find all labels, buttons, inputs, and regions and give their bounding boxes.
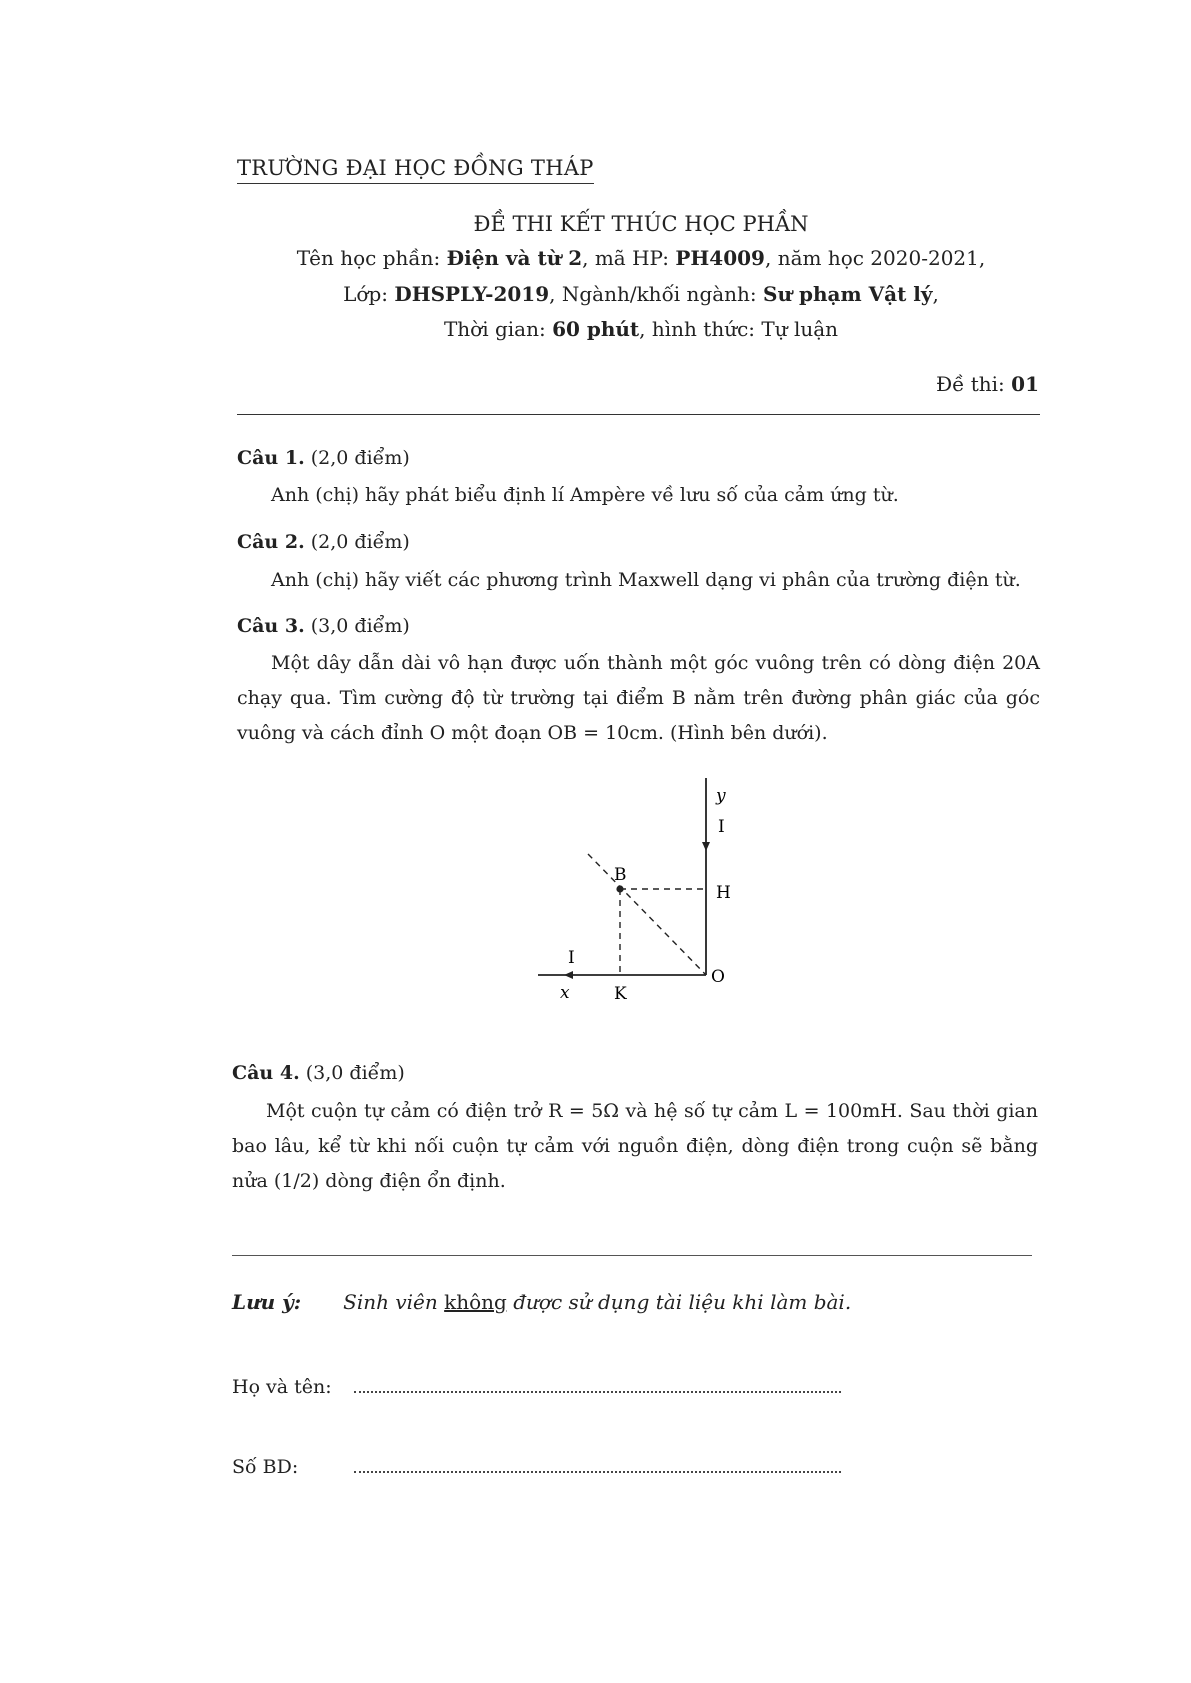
label-y: y	[716, 786, 726, 806]
class-info-line: Lớp: DHSPLY-2019, Ngành/khối ngành: Sư phạm Vật lý,	[343, 282, 939, 306]
label-b: B	[614, 865, 627, 885]
course-info-line: Tên học phần: Điện và từ 2, mã HP: PH4009, năm học 2020-2021,	[296, 246, 986, 270]
label-i-top: I	[718, 817, 725, 837]
label-x: x	[560, 983, 570, 1003]
note: Lưu ý: Sinh viên không được sử dụng tài liệu khi làm bài.	[232, 1290, 852, 1314]
name-label: Họ và tên:	[232, 1376, 332, 1398]
duration: 60 phút	[552, 317, 640, 341]
bisector-line	[588, 854, 706, 975]
exam-title: ĐỀ THI KẾT THÚC HỌC PHẦN	[473, 212, 809, 236]
name-field	[232, 1376, 841, 1398]
label-i-left: I	[568, 948, 575, 968]
note-label: Lưu ý:	[232, 1290, 302, 1314]
sbd-label: Số BD:	[232, 1456, 299, 1478]
question-1-heading: Câu 1. (2,0 điểm)	[237, 447, 410, 469]
point-b	[616, 885, 623, 892]
current-arrow-down-icon	[702, 842, 710, 851]
class-name: DHSPLY-2019	[394, 282, 550, 306]
question-1-text: Anh (chị) hãy phát biểu định lí Ampère về lưu số của cảm ứng từ.	[271, 484, 899, 506]
question-4-text: Một cuộn tự cảm có điện trở R = 5Ω và hệ số tự cảm L = 100mH. Sau thời gian bao lâu, kể từ khi nối cuộn tự cảm với nguồn điện, dòng điện trong cuộn sẽ bằng nửa (1/2) dòng điện ổn định.	[232, 1100, 1038, 1192]
time-info-line: Thời gian: 60 phút, hình thức: Tự luận	[443, 317, 839, 341]
question-2-text: Anh (chị) hãy viết các phương trình Maxwell dạng vi phân của trường điện từ.	[271, 569, 1021, 591]
name-blank	[354, 1391, 841, 1393]
sbd-blank	[354, 1471, 841, 1473]
question-3-text: Một dây dẫn dài vô hạn được uốn thành một góc vuông trên có dòng điện 20A chạy qua. Tìm cường độ từ trường tại điểm B nằm trên đường phân giác của góc vuông và cách đỉnh O một đoạn OB = 10cm. (Hình bên dưới).	[237, 652, 1040, 744]
question-3-heading: Câu 3. (3,0 điểm)	[237, 615, 410, 637]
current-arrow-left-icon	[564, 971, 573, 979]
course-name: Điện và từ 2	[446, 246, 583, 270]
header-divider	[237, 414, 1040, 415]
note-emphasis: không	[444, 1290, 507, 1314]
right-angle-wire-figure	[520, 770, 770, 1010]
sbd-field	[232, 1456, 841, 1478]
label-k: K	[614, 984, 627, 1004]
label-h: H	[716, 883, 731, 903]
question-2-heading: Câu 2. (2,0 điểm)	[237, 531, 410, 553]
course-code: PH4009	[675, 246, 765, 270]
label-o: O	[711, 967, 725, 987]
footer-divider	[232, 1255, 1032, 1256]
major-name: Sư phạm Vật lý	[763, 282, 933, 306]
exam-code: Đề thi: 01	[935, 372, 1039, 396]
question-4-heading: Câu 4. (3,0 điểm)	[232, 1062, 405, 1084]
school-name: TRƯỜNG ĐẠI HỌC ĐỒNG THÁP	[237, 156, 594, 184]
